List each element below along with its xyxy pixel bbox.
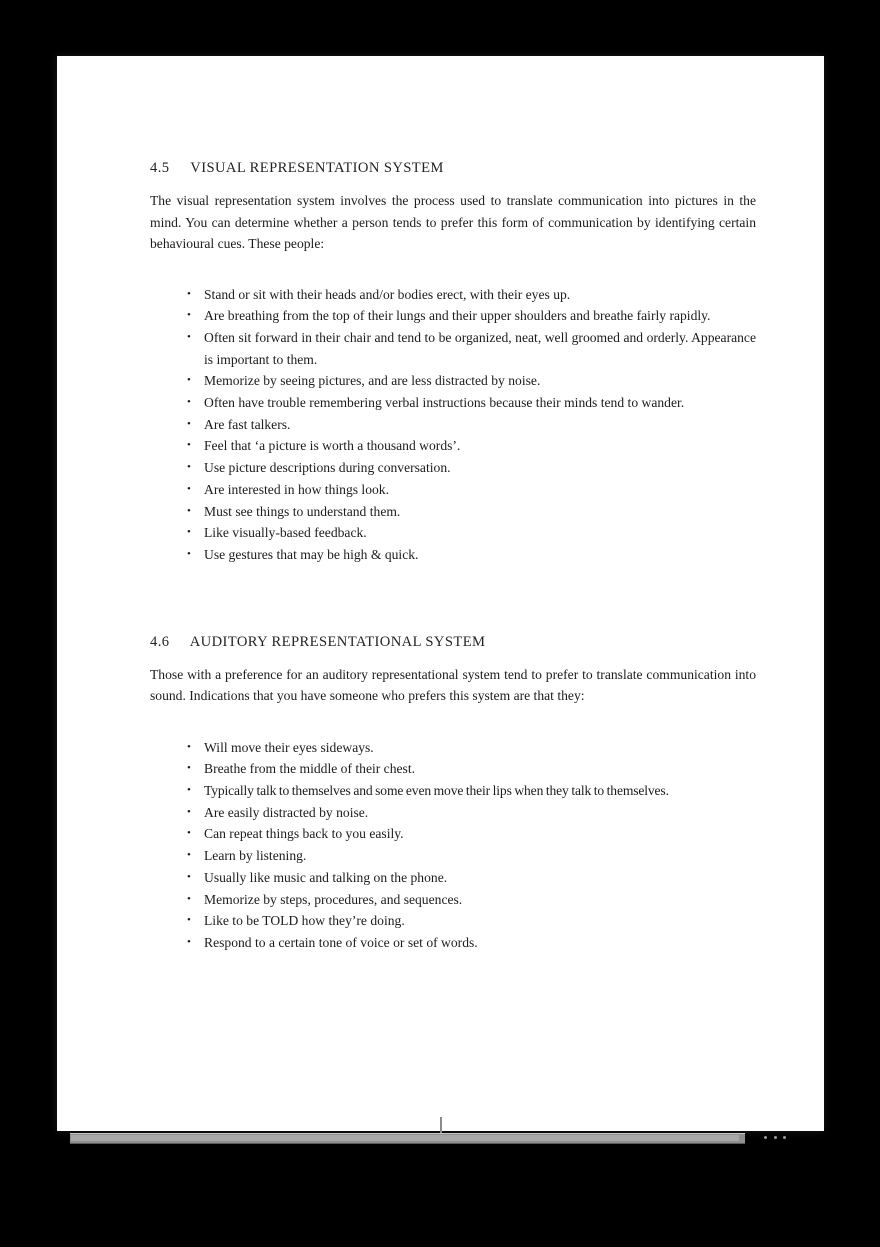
- bullet-icon: •: [187, 461, 191, 474]
- bullet-icon: •: [187, 374, 191, 387]
- bullet-icon: •: [187, 417, 191, 430]
- list-item: [187, 284, 756, 306]
- list-item: [187, 522, 756, 544]
- list-item: [187, 414, 756, 436]
- list-item: [187, 435, 756, 457]
- list-item-text: Use gestures that may be high & quick.: [204, 546, 419, 562]
- bullet-icon: •: [187, 287, 191, 300]
- list-item-text: Usually like music and talking on the phone.: [204, 869, 448, 885]
- list-item: [187, 305, 756, 327]
- bullet-icon: •: [187, 762, 191, 775]
- bullet-icon: •: [187, 330, 191, 343]
- list-item-text: Memorize by seeing pictures, and are less distracted by noise.: [204, 373, 541, 389]
- list-item: [187, 780, 756, 802]
- section-heading: [150, 634, 756, 651]
- list-item: [187, 737, 756, 759]
- list-item-text: Use picture descriptions during conversation.: [204, 460, 451, 476]
- section-intro: The visual representation system involves the process used to translate communication into pictures in the mind. You can determine whether a person tends to prefer this form of communication by identifying certain behavioural cues. These people:: [150, 193, 756, 251]
- list-item-text: Are fast talkers.: [204, 416, 291, 432]
- section-intro: Those with a preference for an auditory representational system tend to prefer to translate communication into sound. Indications that you have someone who prefers this system are that they:: [150, 666, 756, 704]
- list-item: [187, 932, 756, 954]
- bullet-icon: •: [187, 396, 191, 409]
- section-visual-representation: [150, 160, 756, 566]
- list-item-text: Often have trouble remembering verbal instructions because their minds tend to wander.: [204, 395, 685, 411]
- list-item: [187, 392, 756, 414]
- bullet-icon: •: [187, 482, 191, 495]
- list-item: [187, 544, 756, 566]
- list-item: [187, 370, 756, 392]
- page-content: [150, 56, 756, 954]
- bullet-icon: •: [187, 526, 191, 539]
- heading-number: 4.6: [150, 633, 170, 650]
- list-item-text: Are easily distracted by noise.: [204, 804, 369, 820]
- list-item: [187, 823, 756, 845]
- list-item-text: Often sit forward in their chair and tend to be organized, neat, well groomed and orderly. Appearance is important to them.: [204, 329, 756, 367]
- list-item: [187, 802, 756, 824]
- list-item-text: Are breathing from the top of their lungs and their upper shoulders and breathe fairly rapidly.: [204, 308, 711, 324]
- list-item: [187, 845, 756, 867]
- bullet-icon: •: [187, 784, 191, 797]
- heading-number: 4.5: [150, 160, 170, 176]
- bullet-icon: •: [187, 740, 191, 753]
- heading-title: VISUAL REPRESENTATION SYSTEM: [190, 160, 444, 176]
- list-item-text: Must see things to understand them.: [204, 503, 401, 519]
- list-item-text: Breathe from the middle of their chest.: [204, 761, 416, 777]
- list-item: [187, 889, 756, 911]
- heading-title: AUDITORY REPRESENTATIONAL SYSTEM: [189, 633, 486, 650]
- bullet-list: [150, 284, 756, 566]
- bullet-icon: •: [187, 547, 191, 560]
- list-item: [187, 479, 756, 501]
- document-page: [57, 56, 824, 1131]
- list-item-text: Like to be TOLD how they’re doing.: [204, 913, 405, 929]
- list-item: [187, 910, 756, 932]
- resize-grip-icon[interactable]: [764, 1133, 786, 1141]
- bullet-icon: •: [187, 892, 191, 905]
- bullet-icon: •: [187, 827, 191, 840]
- bullet-icon: •: [187, 935, 191, 948]
- list-item-text: Memorize by steps, procedures, and sequences.: [204, 891, 463, 907]
- bullet-icon: •: [187, 870, 191, 883]
- list-item-text: Will move their eyes sideways.: [204, 739, 374, 755]
- page-bottom-marker: [440, 1117, 442, 1133]
- list-item-text: Stand or sit with their heads and/or bodies erect, with their eyes up.: [204, 286, 571, 302]
- list-item: [187, 501, 756, 523]
- bullet-list: [150, 737, 756, 954]
- bullet-icon: •: [187, 504, 191, 517]
- list-item-text: Can repeat things back to you easily.: [204, 826, 404, 842]
- list-item-text: Respond to a certain tone of voice or set of words.: [204, 934, 478, 950]
- list-item: [187, 758, 756, 780]
- list-item-text: Like visually-based feedback.: [204, 525, 367, 541]
- horizontal-scrollbar-thumb[interactable]: [71, 1135, 739, 1141]
- list-item-text: Feel that ‘a picture is worth a thousand words’.: [204, 438, 461, 454]
- bullet-icon: •: [187, 805, 191, 818]
- bullet-icon: •: [187, 439, 191, 452]
- list-item: [187, 327, 756, 370]
- list-item-text: Are interested in how things look.: [204, 481, 389, 497]
- list-item: [187, 867, 756, 889]
- bullet-icon: •: [187, 849, 191, 862]
- bullet-icon: •: [187, 914, 191, 927]
- section-auditory-representational: [150, 634, 756, 954]
- horizontal-scrollbar[interactable]: [70, 1133, 745, 1144]
- list-item-text: Typically talk to themselves and some even move their lips when they talk to themselves.: [204, 783, 669, 799]
- list-item-text: Learn by listening.: [204, 848, 307, 864]
- section-heading: [150, 160, 756, 177]
- list-item: [187, 457, 756, 479]
- bullet-icon: •: [187, 309, 191, 322]
